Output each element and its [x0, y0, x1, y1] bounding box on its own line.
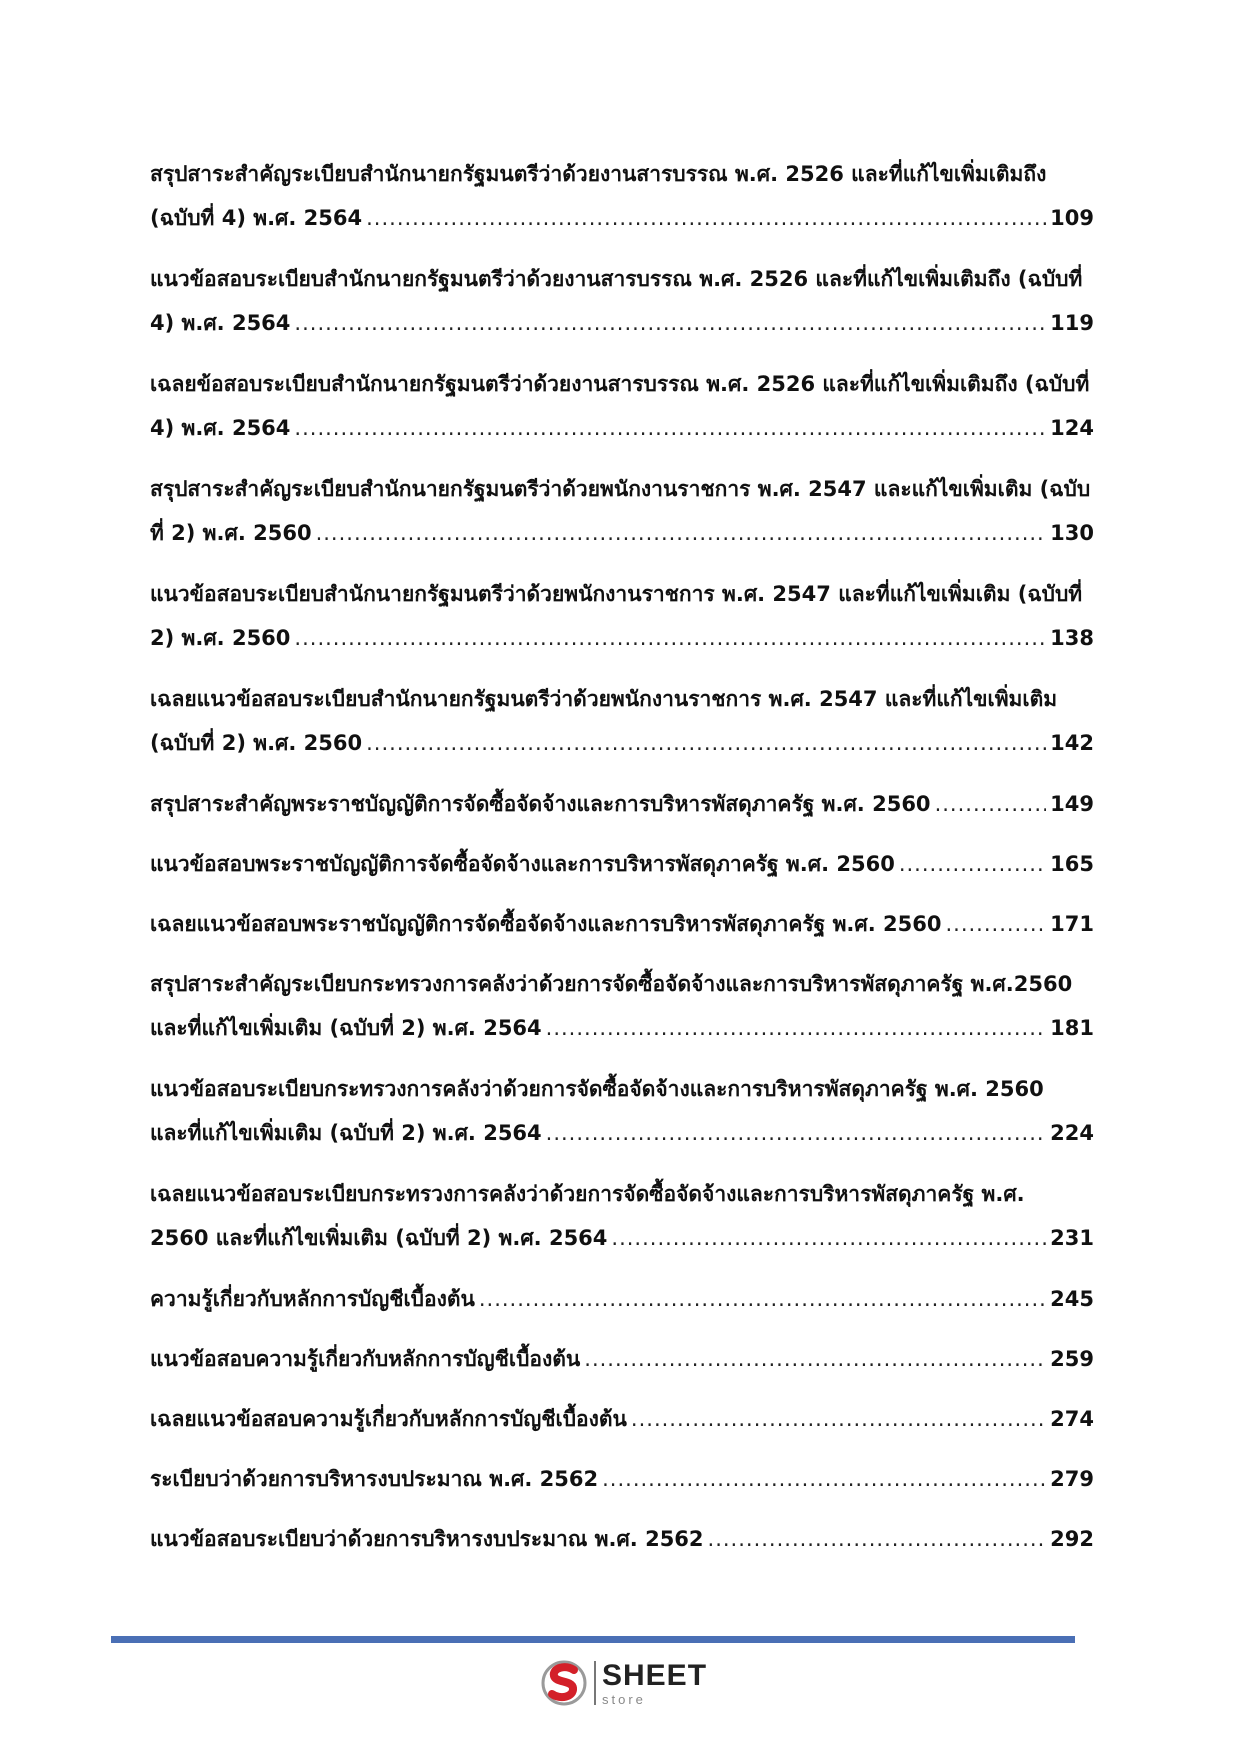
toc-entry-title: แนวข้อสอบพระราชบัญญัติการจัดซื้อจัดจ้างและการบริหารพัสดุภาครัฐ พ.ศ. 2560 [150, 852, 895, 876]
dot-leader [546, 1006, 1047, 1050]
dot-leader [294, 616, 1046, 660]
toc-entry[interactable] [150, 782, 1094, 826]
dot-leader [366, 721, 1046, 765]
sheet-s-logo-icon [540, 1660, 588, 1706]
toc-page-number: 245 [1050, 1287, 1094, 1311]
toc-entry-title-line2: 2) พ.ศ. 2560 [150, 626, 291, 650]
toc-page-number: 119 [1050, 311, 1094, 335]
toc-page-number: 138 [1050, 626, 1094, 650]
logo-wordmark [602, 1658, 708, 1707]
toc-entry-title-line2: ที่ 2) พ.ศ. 2560 [150, 521, 312, 545]
toc-entry[interactable] [150, 962, 1094, 1050]
toc-entry-title: เฉลยแนวข้อสอบพระราชบัญญัติการจัดซื้อจัดจ้างและการบริหารพัสดุภาครัฐ พ.ศ. 2560 [150, 912, 942, 936]
toc-entry[interactable] [150, 152, 1094, 240]
toc-entry-title-line1: เฉลยข้อสอบระเบียบสำนักนายกรัฐมนตรีว่าด้วยงานสารบรรณ พ.ศ. 2526 และที่แก้ไขเพิ่มเติมถึง (ฉบับที่ [150, 372, 1090, 396]
dot-leader [479, 1277, 1046, 1321]
toc-entry-title: เฉลยแนวข้อสอบความรู้เกี่ยวกับหลักการบัญชีเบื้องต้น [150, 1407, 627, 1431]
dot-leader [584, 1337, 1046, 1381]
toc-entry-title-line1: แนวข้อสอบระเบียบสำนักนายกรัฐมนตรีว่าด้วยพนักงานราชการ พ.ศ. 2547 และที่แก้ไขเพิ่มเติม (ฉบับที่ [150, 582, 1083, 606]
toc-entry-title: สรุปสาระสำคัญพระราชบัญญัติการจัดซื้อจัดจ้างและการบริหารพัสดุภาครัฐ พ.ศ. 2560 [150, 792, 931, 816]
toc-entry[interactable] [150, 1457, 1094, 1501]
toc-entry-title-line2: 4) พ.ศ. 2564 [150, 416, 291, 440]
toc-page-number: 130 [1050, 521, 1094, 545]
toc-entry-title: ความรู้เกี่ยวกับหลักการบัญชีเบื้องต้น [150, 1287, 475, 1311]
toc-entry[interactable] [150, 1067, 1094, 1155]
toc-page-number: 279 [1050, 1467, 1094, 1491]
dot-leader [366, 196, 1046, 240]
dot-leader [602, 1457, 1046, 1501]
toc-entry-title-line1: เฉลยแนวข้อสอบระเบียบสำนักนายกรัฐมนตรีว่าด้วยพนักงานราชการ พ.ศ. 2547 และที่แก้ไขเพิ่มเติม [150, 687, 1058, 711]
toc-page-number: 181 [1050, 1016, 1094, 1040]
footer-rule [111, 1636, 1075, 1643]
dot-leader [935, 782, 1047, 826]
toc-entry[interactable] [150, 572, 1094, 660]
toc-page-number: 124 [1050, 416, 1094, 440]
toc-entry-title-line2: 4) พ.ศ. 2564 [150, 311, 291, 335]
toc-entry[interactable] [150, 1337, 1094, 1381]
toc-entry[interactable] [150, 1397, 1094, 1441]
dot-leader [899, 842, 1046, 886]
toc-entry[interactable] [150, 362, 1094, 450]
dot-leader [708, 1517, 1047, 1561]
toc-entry-title-line1: แนวข้อสอบระเบียบกระทรวงการคลังว่าด้วยการจัดซื้อจัดจ้างและการบริหารพัสดุภาครัฐ พ.ศ. 2560 [150, 1077, 1044, 1101]
dot-leader [631, 1397, 1046, 1441]
toc-page-number: 231 [1050, 1226, 1094, 1250]
toc-entry-title-line1: สรุปสาระสำคัญระเบียบสำนักนายกรัฐมนตรีว่าด้วยพนักงานราชการ พ.ศ. 2547 และแก้ไขเพิ่มเติม (ฉบับ [150, 477, 1091, 501]
table-of-contents [150, 152, 1094, 1577]
toc-entry[interactable] [150, 842, 1094, 886]
toc-entry[interactable] [150, 257, 1094, 345]
toc-entry-title: แนวข้อสอบระเบียบว่าด้วยการบริหารงบประมาณ พ.ศ. 2562 [150, 1527, 704, 1551]
toc-entry-title-line1: สรุปสาระสำคัญระเบียบกระทรวงการคลังว่าด้วยการจัดซื้อจัดจ้างและการบริหารพัสดุภาครัฐ พ.ศ.2560 [150, 972, 1073, 996]
logo-brand-text: SHEET [602, 1658, 708, 1692]
dot-leader [611, 1216, 1046, 1260]
dot-leader [294, 301, 1046, 345]
toc-page-number: 259 [1050, 1347, 1094, 1371]
toc-entry-title-line1: สรุปสาระสำคัญระเบียบสำนักนายกรัฐมนตรีว่าด้วยงานสารบรรณ พ.ศ. 2526 และที่แก้ไขเพิ่มเติมถึง [150, 162, 1047, 186]
toc-entry-title-line2: และที่แก้ไขเพิ่มเติม (ฉบับที่ 2) พ.ศ. 2564 [150, 1016, 542, 1040]
toc-page-number: 149 [1050, 792, 1094, 816]
toc-entry-title: ระเบียบว่าด้วยการบริหารงบประมาณ พ.ศ. 2562 [150, 1467, 599, 1491]
dot-leader [316, 511, 1047, 555]
logo-sub-text: store [602, 1691, 646, 1707]
dot-leader [945, 902, 1046, 946]
toc-page-number: 274 [1050, 1407, 1094, 1431]
toc-page-number: 171 [1050, 912, 1094, 936]
toc-entry-title-line1: แนวข้อสอบระเบียบสำนักนายกรัฐมนตรีว่าด้วยงานสารบรรณ พ.ศ. 2526 และที่แก้ไขเพิ่มเติมถึง (ฉบับที่ [150, 267, 1083, 291]
toc-page-number: 292 [1050, 1527, 1094, 1551]
toc-entry[interactable] [150, 1277, 1094, 1321]
toc-entry-title-line2: (ฉบับที่ 4) พ.ศ. 2564 [150, 206, 363, 230]
toc-entry-title-line1: เฉลยแนวข้อสอบระเบียบกระทรวงการคลังว่าด้วยการจัดซื้อจัดจ้างและการบริหารพัสดุภาครัฐ พ.ศ. [150, 1182, 1025, 1206]
toc-page-number: 224 [1050, 1121, 1094, 1145]
sheet-store-logo [540, 1660, 707, 1706]
toc-entry[interactable] [150, 1172, 1094, 1260]
dot-leader [294, 406, 1046, 450]
logo-separator [594, 1661, 596, 1705]
toc-entry-title-line2: และที่แก้ไขเพิ่มเติม (ฉบับที่ 2) พ.ศ. 2564 [150, 1121, 542, 1145]
toc-entry-title-line2: (ฉบับที่ 2) พ.ศ. 2560 [150, 731, 363, 755]
toc-page-number: 142 [1050, 731, 1094, 755]
toc-entry[interactable] [150, 467, 1094, 555]
toc-entry-title: แนวข้อสอบความรู้เกี่ยวกับหลักการบัญชีเบื้องต้น [150, 1347, 581, 1371]
toc-entry[interactable] [150, 1517, 1094, 1561]
toc-entry[interactable] [150, 677, 1094, 765]
toc-entry-title-line2: 2560 และที่แก้ไขเพิ่มเติม (ฉบับที่ 2) พ.ศ. 2564 [150, 1226, 608, 1250]
toc-page-number: 109 [1050, 206, 1094, 230]
dot-leader [546, 1111, 1047, 1155]
toc-entry[interactable] [150, 902, 1094, 946]
toc-page-number: 165 [1050, 852, 1094, 876]
